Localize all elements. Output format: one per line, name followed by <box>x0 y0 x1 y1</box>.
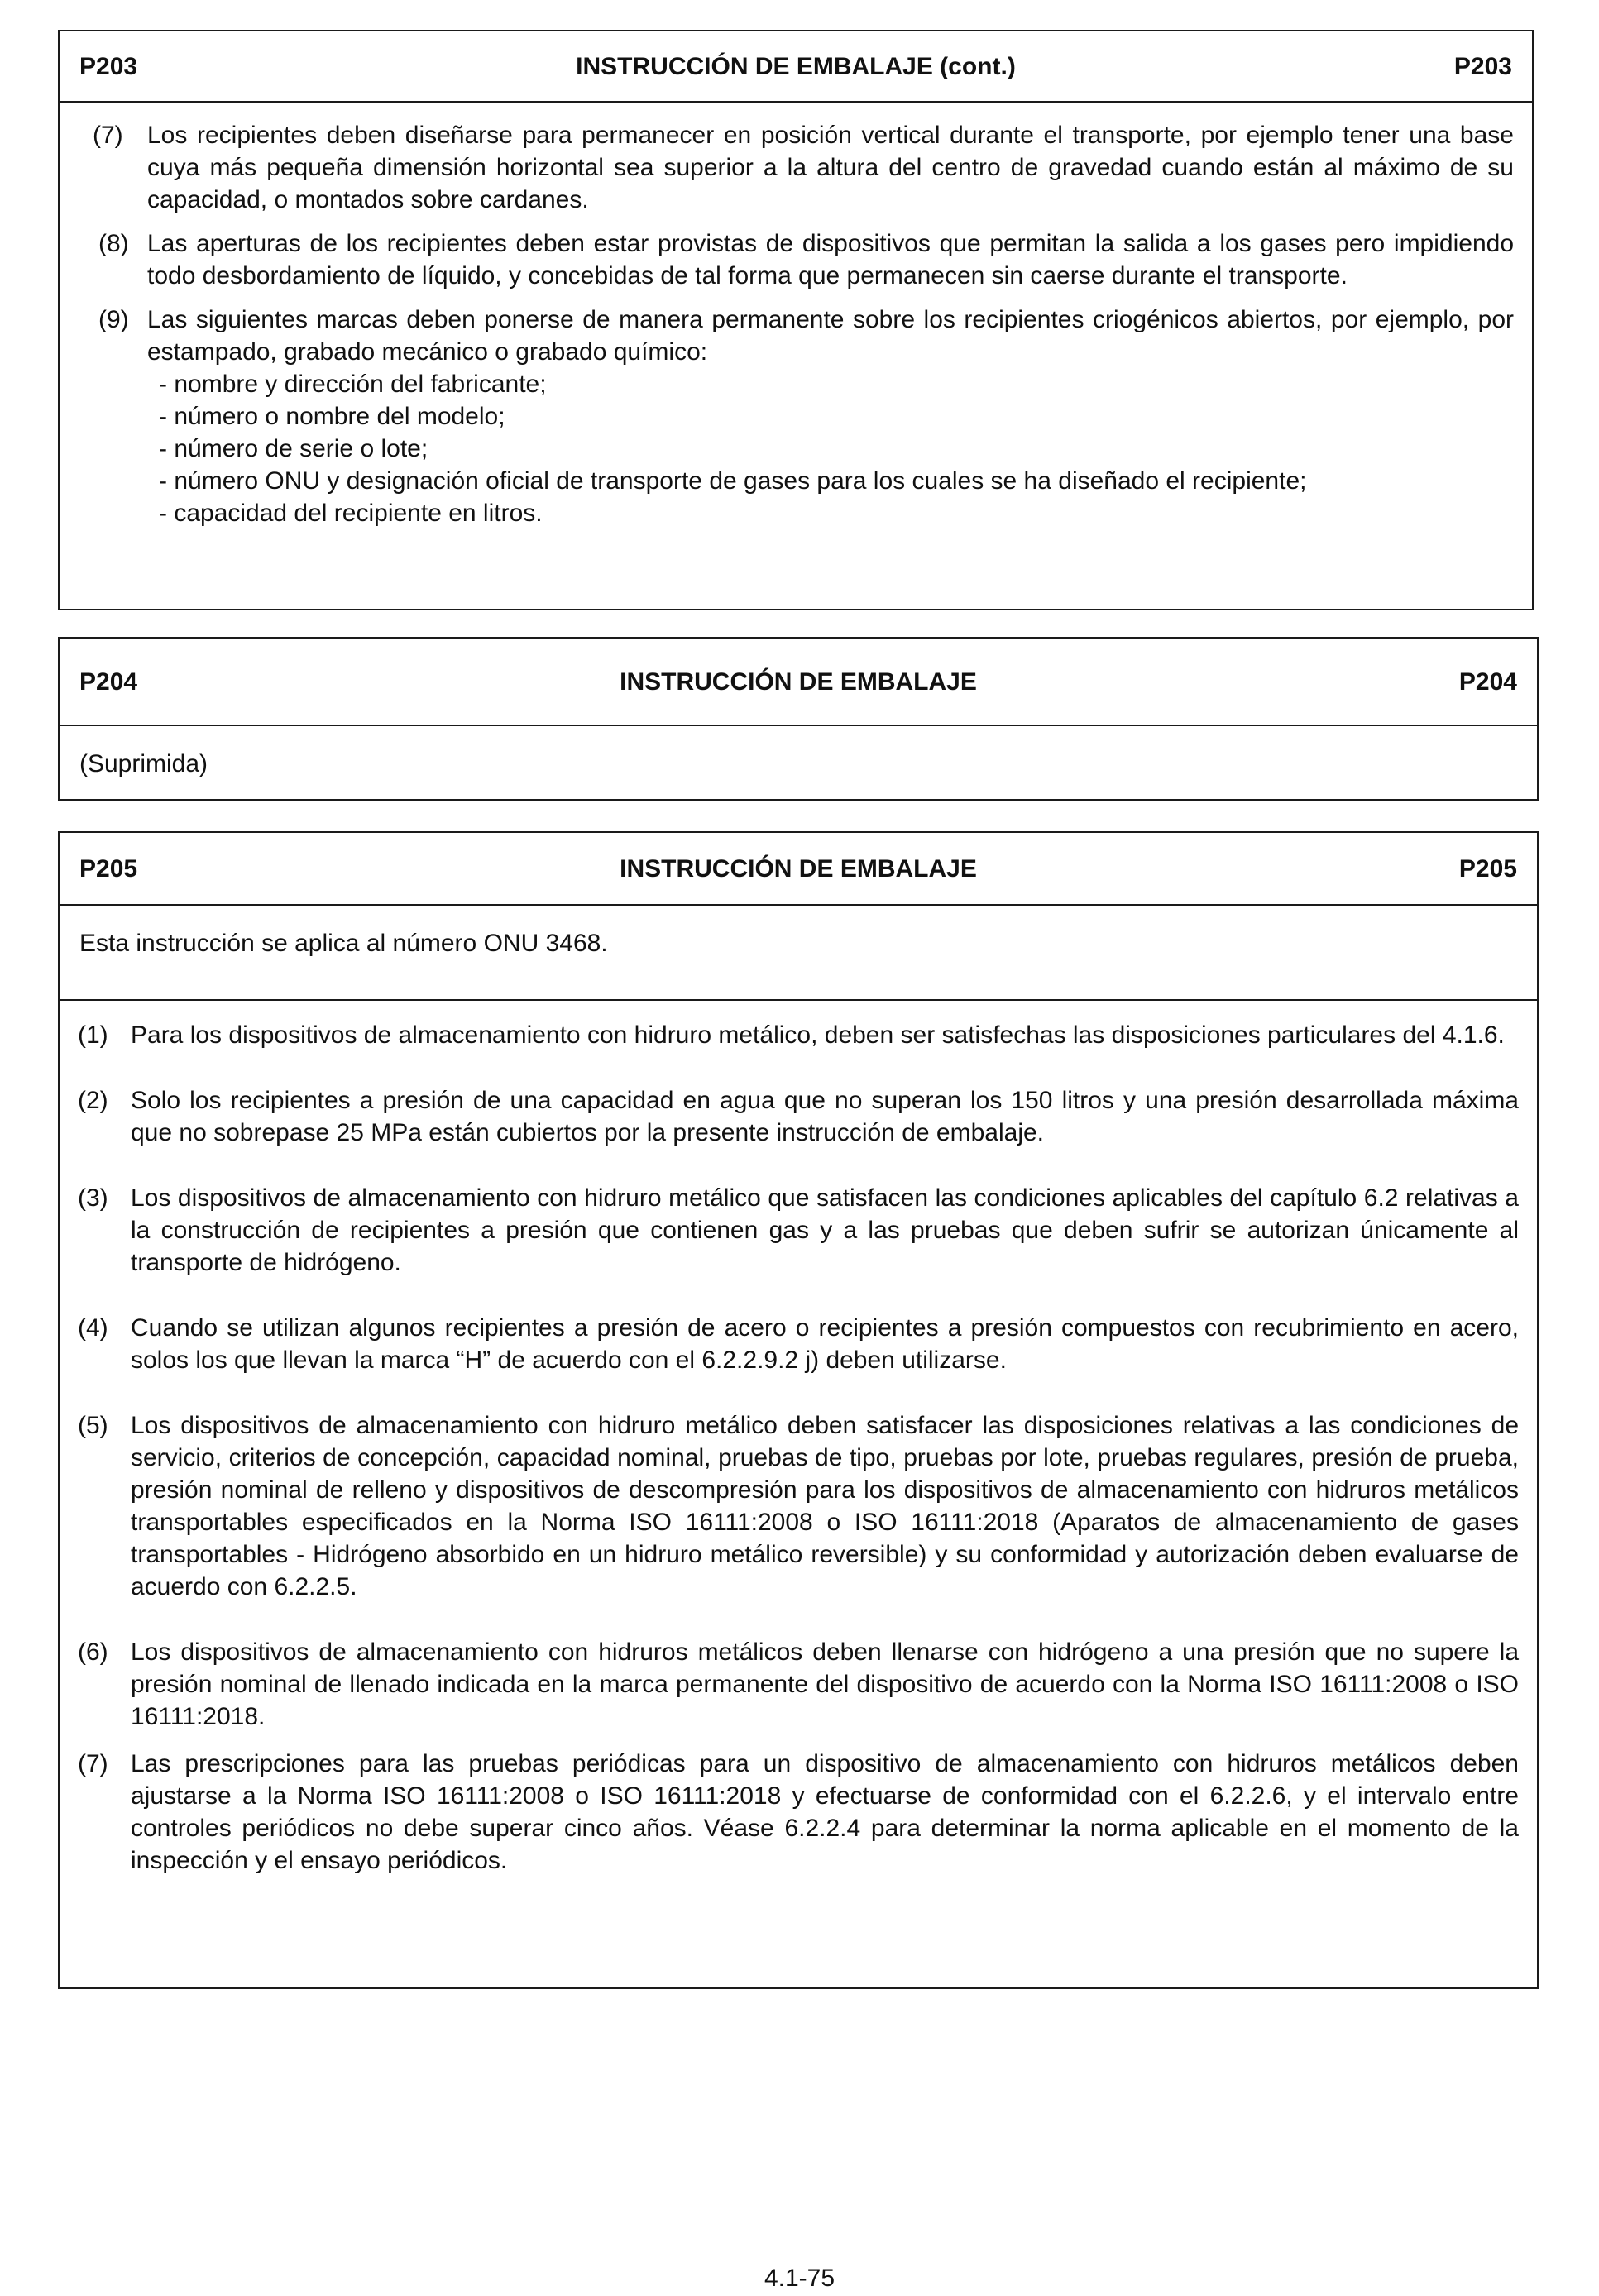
p205-header <box>60 833 1537 906</box>
p204-box <box>58 637 1539 801</box>
p205-item-number: (2) <box>78 1087 108 1114</box>
p203-code-right: P203 <box>1453 52 1512 80</box>
p205-intro: Esta instrucción se aplica al número ONU 3468. <box>79 930 608 957</box>
p204-body-text: (Suprimida) <box>79 750 208 777</box>
p205-item-text: Los dispositivos de almacenamiento con hidruros metálicos deben llenarse con hidrógeno a una presión que no supere la presión nominal de llenado indicada en la marca permanente del dispositivo de acuerdo con la Norma ISO 16111:2008 o ISO 16111:2018. <box>131 1638 1519 1730</box>
page-number: 4.1-75 <box>764 2265 835 2292</box>
p205-item-text: Los dispositivos de almacenamiento con hidruro metálico deben satisfacer las disposiciones relativas a las condiciones de servicio, criterios de concepción, capacidad nominal, pruebas de tipo, pruebas por lote, pruebas regulares, presión de prueba, presión nominal de relleno y dispositivos de descompresión para los dispositivos de almacenamiento con hidruros metálicos transportables especificados en la Norma ISO 16111:2008 o ISO 16111:2018 (Aparatos de almacenamiento de gases transportables - Hidrógeno absorbido en un hidruro metálico reversible) y su conformidad y autorización deben evaluarse de acuerdo con 6.2.2.5. <box>131 1412 1519 1600</box>
p205-item <box>78 1748 1519 1877</box>
p204-header <box>60 639 1537 726</box>
p203-item <box>93 227 1514 292</box>
p203-item-number: (8) <box>98 230 129 257</box>
p205-item-number: (7) <box>78 1750 108 1777</box>
list-item: - capacidad del recipiente en litros. <box>147 497 1514 529</box>
p203-body <box>60 103 1532 529</box>
p205-title: INSTRUCCIÓN DE EMBALAJE <box>620 854 977 883</box>
p205-item <box>78 1084 1519 1149</box>
p205-item <box>78 1019 1519 1051</box>
p203-item <box>93 304 1514 529</box>
p205-item-number: (5) <box>78 1412 108 1439</box>
p203-title: INSTRUCCIÓN DE EMBALAJE (cont.) <box>576 52 1016 80</box>
p205-body <box>60 1001 1537 1877</box>
p205-item-text: Las prescripciones para las pruebas periódicas para un dispositivo de almacenamiento con hidruros metálicos deben ajustarse a la Norma ISO 16111:2008 o ISO 16111:2018 y efectuarse de conformidad con el 6.2.2.6, y el intervalo entre controles periódicos no debe superar cinco años. Véase 6.2.2.4 para determinar la norma aplicable en el momento de la inspección y el ensayo periódicos. <box>131 1750 1519 1874</box>
p203-code-left: P203 <box>79 52 138 80</box>
p203-item-number: (9) <box>98 306 129 333</box>
list-item: - número o nombre del modelo; <box>147 400 1514 433</box>
p203-item <box>93 119 1514 216</box>
p203-box <box>58 30 1534 610</box>
p203-item-text: Los recipientes deben diseñarse para permanecer en posición vertical durante el transporte, por ejemplo tener una base cuya más pequeña dimensión horizontal sea superior a la altura del centro de gravedad cuando están al máximo de su capacidad, o montados sobre cardanes. <box>147 122 1514 213</box>
p203-item-content <box>147 304 1514 529</box>
p205-item <box>78 1182 1519 1279</box>
p204-title: INSTRUCCIÓN DE EMBALAJE <box>620 667 977 696</box>
p205-intro-section <box>60 906 1537 1001</box>
p203-item-number: (7) <box>93 122 123 149</box>
list-item: - nombre y dirección del fabricante; <box>147 368 1514 400</box>
list-item: - número ONU y designación oficial de transporte de gases para los cuales se ha diseñado el recipiente; <box>147 465 1514 497</box>
p203-item-text: Las siguientes marcas deben ponerse de manera permanente sobre los recipientes criogénicos abiertos, por ejemplo, por estampado, grabado mecánico o grabado químico: <box>147 306 1514 366</box>
p205-item-number: (4) <box>78 1314 108 1342</box>
p205-item-number: (1) <box>78 1021 108 1049</box>
p205-item <box>78 1312 1519 1376</box>
marking-list <box>147 368 1514 529</box>
p204-code-right: P204 <box>1458 667 1517 696</box>
p205-code-right: P205 <box>1458 854 1517 883</box>
p205-item <box>78 1409 1519 1603</box>
p205-item-text: Para los dispositivos de almacenamiento con hidruro metálico, deben ser satisfechas las disposiciones particulares del 4.1.6. <box>131 1021 1505 1049</box>
p205-item-text: Los dispositivos de almacenamiento con hidruro metálico que satisfacen las condiciones aplicables del capítulo 6.2 relativas a la construcción de recipientes a presión que contienen gas y a las pruebas que deben sufrir se autorizan únicamente al transporte de hidrógeno. <box>131 1184 1519 1276</box>
p204-code-left: P204 <box>79 667 138 696</box>
p205-item-number: (6) <box>78 1638 108 1666</box>
p205-item-text: Cuando se utilizan algunos recipientes a presión de acero o recipientes a presión compuestos con recubrimiento en acero, solos los que llevan la marca “H” de acuerdo con el 6.2.2.9.2 j) deben utilizarse. <box>131 1314 1519 1374</box>
list-item: - número de serie o lote; <box>147 433 1514 465</box>
p205-item <box>78 1636 1519 1733</box>
p204-body <box>60 726 1537 780</box>
p203-header <box>60 31 1532 103</box>
p205-box <box>58 831 1539 1989</box>
p205-item-text: Solo los recipientes a presión de una capacidad en agua que no superan los 150 litros y una presión desarrollada máxima que no sobrepase 25 MPa están cubiertos por la presente instrucción de embalaje. <box>131 1087 1519 1146</box>
p203-item-text: Las aperturas de los recipientes deben estar provistas de dispositivos que permitan la salida a los gases pero impidiendo todo desbordamiento de líquido, y concebidas de tal forma que permanecen sin caerse durante el transporte. <box>147 230 1514 289</box>
p205-item-number: (3) <box>78 1184 108 1212</box>
p205-code-left: P205 <box>79 854 138 883</box>
